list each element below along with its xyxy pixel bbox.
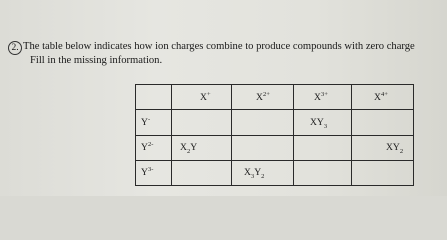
answer-cell-x2y[interactable] xyxy=(172,135,232,160)
formula-text: Y xyxy=(190,142,198,154)
formula-subscript: 2 xyxy=(399,148,404,156)
formula-text: Y xyxy=(254,167,262,179)
col-header-charge: 4+ xyxy=(380,90,388,98)
formula-text: XY xyxy=(310,116,324,128)
col-header-base: X xyxy=(200,91,207,103)
question-2 xyxy=(8,41,447,68)
answer-cell-empty[interactable] xyxy=(172,160,232,185)
col-header-charge: 3+ xyxy=(320,90,328,98)
answer-cell-empty[interactable] xyxy=(352,160,414,185)
answer-cell-empty[interactable] xyxy=(232,110,294,135)
formula-subscript: 2 xyxy=(261,173,265,181)
question-instruction: Fill in the missing information. xyxy=(30,55,163,66)
col-header-x-plus xyxy=(172,85,232,110)
col-header-charge: + xyxy=(206,90,211,98)
col-header-x-2plus xyxy=(232,85,294,110)
answer-cell-empty[interactable] xyxy=(172,110,232,135)
col-header-base: X xyxy=(374,91,381,103)
answer-cell-empty[interactable] xyxy=(294,135,352,160)
answer-cell-empty[interactable] xyxy=(294,160,352,185)
col-header-base: X xyxy=(256,91,263,103)
question-number: 2. xyxy=(8,41,22,55)
row-header-base: Y xyxy=(141,116,148,128)
answer-cell-empty[interactable] xyxy=(232,135,294,160)
formula-subscript: 3 xyxy=(323,122,328,130)
formula-subscript: 3 xyxy=(250,173,255,181)
answer-cell-empty[interactable] xyxy=(352,110,414,135)
col-header-charge: 2+ xyxy=(262,90,270,98)
row-y-3minus xyxy=(136,160,414,185)
row-y-2minus xyxy=(136,135,414,160)
formula-text: X xyxy=(244,167,251,179)
answer-cell-xy2[interactable] xyxy=(352,135,414,160)
formula-text: XY xyxy=(386,142,400,154)
row-header-y-3minus xyxy=(136,160,172,185)
header-row xyxy=(136,85,414,110)
formula-subscript: 2 xyxy=(186,148,191,156)
answer-cell-x3y2[interactable] xyxy=(232,160,294,185)
question-line-1 xyxy=(8,41,447,55)
col-header-base: X xyxy=(314,91,321,103)
answer-cell-xy3[interactable] xyxy=(294,110,352,135)
row-header-y-minus xyxy=(136,110,172,135)
row-header-y-2minus xyxy=(136,135,172,160)
row-header-charge: - xyxy=(147,115,151,123)
question-text: The table below indicates how ion charges combine to produce compounds with zero charge xyxy=(23,41,415,52)
col-header-x-3plus xyxy=(294,85,352,110)
col-header-x-4plus xyxy=(352,85,414,110)
row-header-base: Y xyxy=(141,167,148,179)
corner-cell xyxy=(136,85,172,110)
row-y-minus xyxy=(136,110,414,135)
formula-text: X xyxy=(180,142,187,154)
ion-combination-table xyxy=(135,84,414,186)
row-header-base: Y xyxy=(141,142,148,154)
row-header-charge: 2- xyxy=(147,140,154,148)
row-header-charge: 3- xyxy=(147,166,154,174)
